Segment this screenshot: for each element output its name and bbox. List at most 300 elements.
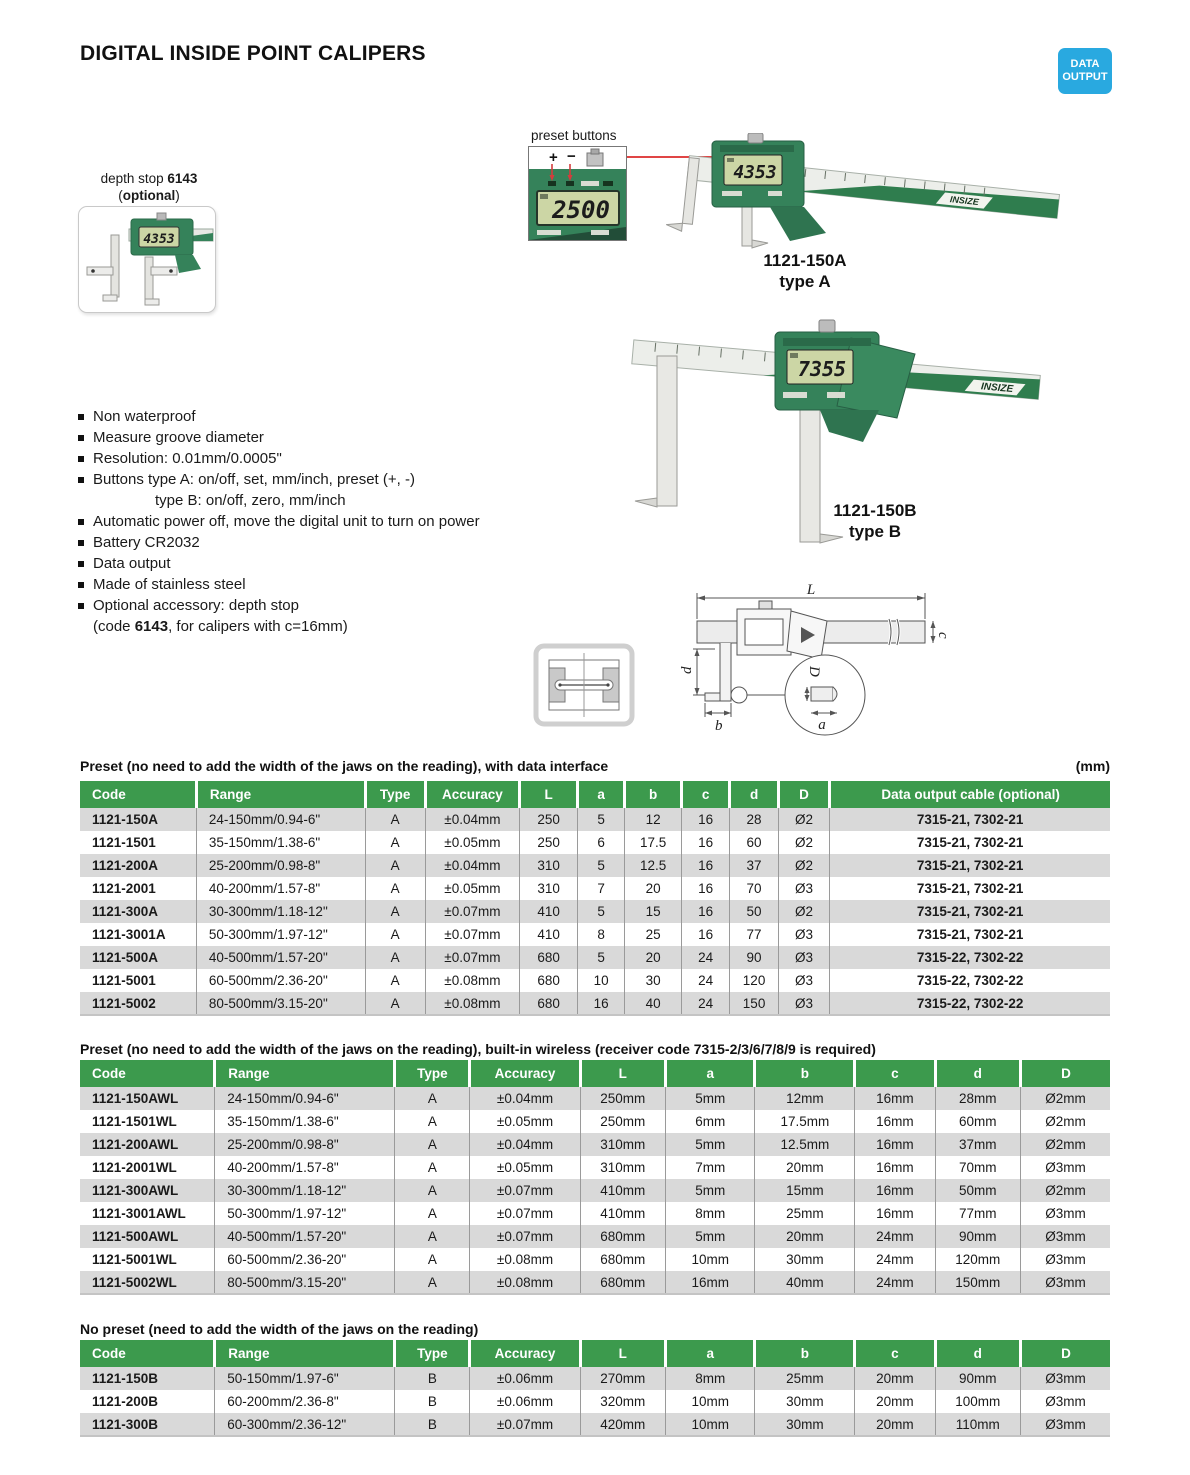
depth-stop-label-line1: depth stop 6143 [100, 171, 198, 186]
column-header: L [520, 781, 578, 808]
table-cell: 50mm [935, 1179, 1020, 1202]
table-cell: 15mm [755, 1179, 855, 1202]
feature-item [78, 427, 548, 448]
column-header: Type [395, 1060, 470, 1087]
table-cell: 150mm [935, 1271, 1020, 1294]
type-a-caliper-image [650, 133, 1070, 258]
type-a-label [700, 250, 910, 292]
table-cell: Ø3mm [1020, 1367, 1110, 1390]
column-header: Type [365, 781, 425, 808]
dim-L: L [806, 583, 816, 598]
table-cell: Ø2mm [1020, 1179, 1110, 1202]
table-cell: 410 [520, 900, 578, 923]
table-cell: 250 [520, 831, 578, 854]
page-title: DIGITAL INSIDE POINT CALIPERS [80, 42, 426, 65]
table-cell: 680 [520, 946, 578, 969]
table-cell: 680 [520, 992, 578, 1015]
table-cell: 30-300mm/1.18-12" [215, 1179, 395, 1202]
table-cell: 16mm [665, 1271, 755, 1294]
table-cell: 1121-300A [92, 904, 159, 919]
feature-text: Optional accessory: depth stop [93, 597, 299, 614]
dim-d: d [679, 666, 695, 674]
feature-text: Buttons type A: on/off, set, mm/inch, preset (+, -) [93, 471, 415, 488]
table-cell: 5mm [665, 1179, 755, 1202]
table-cell: 50 [730, 900, 778, 923]
table-cell: A [365, 992, 425, 1015]
depth-stop-display: 4353 [143, 232, 175, 247]
table-cell: 15 [625, 900, 682, 923]
table-row [80, 900, 1110, 923]
table-cell: A [365, 831, 425, 854]
feature-text: Battery CR2032 [93, 534, 200, 551]
table-cell: A [365, 969, 425, 992]
table-cell: ±0.07mm [470, 1202, 580, 1225]
column-header: Type [395, 1340, 470, 1367]
features-list [78, 406, 548, 637]
table-cell: 7mm [665, 1156, 755, 1179]
table-cell: Ø3mm [1020, 1390, 1110, 1413]
column-header: L [580, 1060, 665, 1087]
table-cell: ±0.08mm [470, 1271, 580, 1294]
table-cell: 20 [625, 946, 682, 969]
column-header: Range [196, 781, 365, 808]
table-cell: ±0.04mm [470, 1133, 580, 1156]
bullet-icon [78, 540, 84, 546]
table-cell: ±0.04mm [425, 808, 520, 831]
feature-item [78, 532, 548, 553]
table-cell: Ø2 [778, 831, 830, 854]
table-cell: 420mm [580, 1413, 665, 1436]
table-cell: Ø3mm [1020, 1202, 1110, 1225]
column-header: Accuracy [470, 1060, 580, 1087]
table-cell: 28 [730, 808, 778, 831]
table-cell: 410 [520, 923, 578, 946]
table-cell: 310mm [580, 1156, 665, 1179]
table-cell: A [395, 1202, 470, 1225]
table-cell: 30mm [755, 1390, 855, 1413]
table-cell: ±0.07mm [425, 946, 520, 969]
table-cell: 250mm [580, 1110, 665, 1133]
table-cell: B [395, 1367, 470, 1390]
table-cell: 24 [681, 992, 729, 1015]
groove-section-image [533, 643, 635, 727]
table-cell: 40-500mm/1.57-20" [215, 1225, 395, 1248]
table-cell: 20mm [855, 1390, 935, 1413]
table-row [80, 969, 1110, 992]
table-cell: 1121-1501WL [92, 1114, 177, 1129]
table-row [80, 1087, 1110, 1110]
table-cell: 1121-200A [92, 858, 159, 873]
column-header: D [1020, 1060, 1110, 1087]
table1-title-text: Preset (no need to add the width of the jaws on the reading), with data interface [80, 758, 609, 774]
table-row [80, 923, 1110, 946]
table-row [80, 946, 1110, 969]
feature-item [78, 469, 548, 490]
feature-text: Made of stainless steel [93, 576, 246, 593]
depth-stop-label-line2: (optional) [118, 188, 180, 203]
table-cell: 50-150mm/1.97-6" [215, 1367, 395, 1390]
table-cell: ±0.05mm [470, 1156, 580, 1179]
table-cell: 1121-500AWL [92, 1229, 179, 1244]
table-cell: ±0.04mm [470, 1087, 580, 1110]
table-cell: 8 [577, 923, 624, 946]
table-row [80, 854, 1110, 877]
table-cell: 60 [730, 831, 778, 854]
table-cell: 7 [577, 877, 624, 900]
table-cell: 20mm [855, 1413, 935, 1436]
feature-item [78, 574, 548, 595]
table1-specs [80, 781, 1110, 1016]
table-row [80, 831, 1110, 854]
table-cell: 30mm [755, 1248, 855, 1271]
table-row [80, 1133, 1110, 1156]
table-cell: Ø3mm [1020, 1248, 1110, 1271]
table-cell: Ø2mm [1020, 1087, 1110, 1110]
table-cell: 60mm [935, 1110, 1020, 1133]
feature-item [78, 490, 548, 511]
table-cell: 25-200mm/0.98-8" [215, 1133, 395, 1156]
dimension-diagram [675, 583, 960, 748]
brand-logo-type-a: INSIZE [949, 194, 980, 208]
table-cell: ±0.06mm [470, 1390, 580, 1413]
feature-text: type B: on/off, zero, mm/inch [155, 492, 346, 509]
table2-title-text: Preset (no need to add the width of the jaws on the reading), built-in wireless (receiver code 7315-2/3/6/7/8/9 is required) [80, 1041, 876, 1057]
table-cell: 680mm [580, 1271, 665, 1294]
table-cell: 1121-500A [92, 950, 159, 965]
table-cell: 680 [520, 969, 578, 992]
table-cell: 60-500mm/2.36-20" [215, 1248, 395, 1271]
table-cell: 90 [730, 946, 778, 969]
table-cell: 60-200mm/2.36-8" [215, 1390, 395, 1413]
table-cell: B [395, 1390, 470, 1413]
bullet-icon [78, 519, 84, 525]
column-header: Range [215, 1340, 395, 1367]
table-cell: 17.5 [625, 831, 682, 854]
table-cell: 16 [681, 900, 729, 923]
depth-stop-caliper-image [78, 206, 216, 313]
table-cell: 80-500mm/3.15-20" [215, 1271, 395, 1294]
table-cell: 30mm [755, 1413, 855, 1436]
table-cell: 310mm [580, 1133, 665, 1156]
table-cell: Ø2 [778, 854, 830, 877]
table-cell: 50-300mm/1.97-12" [196, 923, 365, 946]
table-cell: 7315-21, 7302-21 [830, 923, 1110, 946]
feature-item [78, 448, 548, 469]
table-cell: A [365, 854, 425, 877]
table-cell: 90mm [935, 1367, 1020, 1390]
column-header: c [855, 1340, 935, 1367]
table-cell: ±0.04mm [425, 854, 520, 877]
table-cell: 1121-200AWL [92, 1137, 179, 1152]
table-cell: 40-500mm/1.57-20" [196, 946, 365, 969]
table-cell: 1121-200B [92, 1394, 159, 1409]
table2-specs [80, 1060, 1110, 1295]
table-cell: Ø3mm [1020, 1413, 1110, 1436]
table-cell: 16 [681, 831, 729, 854]
table-cell: ±0.08mm [425, 969, 520, 992]
column-header: a [665, 1340, 755, 1367]
table-cell: 1121-5002WL [80, 1271, 215, 1294]
table-cell: A [365, 877, 425, 900]
type-b-display: 7355 [797, 357, 847, 381]
table-cell: Ø3mm [1020, 1156, 1110, 1179]
table-cell: 16mm [855, 1156, 935, 1179]
column-header: D [1020, 1340, 1110, 1367]
table-cell: 70mm [935, 1156, 1020, 1179]
table-cell: 16mm [855, 1087, 935, 1110]
table-cell: ±0.06mm [470, 1367, 580, 1390]
table-cell: 5mm [665, 1133, 755, 1156]
table-cell: 40-200mm/1.57-8" [196, 877, 365, 900]
header-row [80, 781, 1110, 808]
header-row [80, 1340, 1110, 1367]
table-cell: 310 [520, 877, 578, 900]
column-header: L [580, 1340, 665, 1367]
table-cell: 680mm [580, 1225, 665, 1248]
table-cell: 1121-5001WL [92, 1252, 177, 1267]
table-cell: 35-150mm/1.38-6" [196, 831, 365, 854]
table-cell: 60-500mm/2.36-20" [196, 969, 365, 992]
table-cell: 37mm [935, 1133, 1020, 1156]
table-cell: 25 [625, 923, 682, 946]
brand-logo-type-b: INSIZE [980, 381, 1014, 396]
column-header: d [935, 1060, 1020, 1087]
table-cell: ±0.07mm [470, 1179, 580, 1202]
bullet-icon [78, 435, 84, 441]
table-cell: 1121-3001AWL [92, 1206, 186, 1221]
column-header: d [935, 1340, 1020, 1367]
table-cell: 1121-2001 [92, 881, 156, 896]
table-cell: A [395, 1225, 470, 1248]
table-cell: 16mm [855, 1110, 935, 1133]
bullet-icon [78, 561, 84, 567]
type-a-type: type A [779, 272, 831, 291]
table-cell: 310 [520, 854, 578, 877]
table-cell: Ø3mm [1020, 1225, 1110, 1248]
feature-text: Measure groove diameter [93, 429, 264, 446]
column-header: b [755, 1340, 855, 1367]
table-cell: 5 [577, 808, 624, 831]
table3-title [80, 1321, 1110, 1337]
table-cell: B [395, 1413, 470, 1436]
table-cell: A [395, 1110, 470, 1133]
bullet-icon [78, 456, 84, 462]
table-cell: 24mm [855, 1271, 935, 1294]
table-cell: Ø2 [778, 900, 830, 923]
column-header: Data output cable (optional) [830, 781, 1110, 808]
table-cell: Ø2 [778, 808, 830, 831]
table-cell: 5mm [665, 1087, 755, 1110]
feature-text: Data output [93, 555, 171, 572]
table-cell: 120 [730, 969, 778, 992]
table-cell: ±0.08mm [470, 1248, 580, 1271]
spec-table [80, 781, 1110, 1016]
table-cell: 1121-2001WL [92, 1160, 177, 1175]
table-cell: 7315-21, 7302-21 [830, 854, 1110, 877]
table-cell: 35-150mm/1.38-6" [215, 1110, 395, 1133]
table-cell: 7315-22, 7302-22 [830, 946, 1110, 969]
column-header: Accuracy [470, 1340, 580, 1367]
table-cell: 8mm [665, 1202, 755, 1225]
table-cell: 28mm [935, 1087, 1020, 1110]
preset-display: 2500 [552, 196, 610, 224]
table-cell: Ø3 [778, 969, 830, 992]
table-cell: 10 [577, 969, 624, 992]
type-b-type: type B [849, 522, 901, 541]
type-a-code: 1121-150A [763, 251, 847, 270]
table-row [80, 1271, 1110, 1294]
table-cell: 10mm [665, 1248, 755, 1271]
table-cell: 40mm [755, 1271, 855, 1294]
table-cell: 17.5mm [755, 1110, 855, 1133]
preset-buttons-inset-image [528, 146, 627, 241]
table-cell: Ø2mm [1020, 1133, 1110, 1156]
data-output-badge [1058, 48, 1112, 94]
table-cell: 5 [577, 854, 624, 877]
table-cell: 30-300mm/1.18-12" [196, 900, 365, 923]
table-cell: 24mm [855, 1225, 935, 1248]
table-cell: 680mm [580, 1248, 665, 1271]
table-cell: Ø3 [778, 923, 830, 946]
table-row [80, 1390, 1110, 1413]
preset-buttons-label: preset buttons [531, 128, 617, 143]
table-cell: ±0.05mm [425, 831, 520, 854]
table-row [80, 1225, 1110, 1248]
spec-table [80, 1060, 1110, 1295]
table-cell: 25mm [755, 1202, 855, 1225]
table-cell: 20mm [755, 1225, 855, 1248]
table-cell: 12.5mm [755, 1133, 855, 1156]
table-cell: 410mm [580, 1179, 665, 1202]
badge-line1: DATA [1070, 58, 1100, 70]
table-cell: 270mm [580, 1367, 665, 1390]
table-cell: 12.5 [625, 854, 682, 877]
column-header: Accuracy [425, 781, 520, 808]
table-cell: 10mm [665, 1390, 755, 1413]
column-header: Range [215, 1060, 395, 1087]
feature-text: (code 6143, for calipers with c=16mm) [93, 618, 348, 635]
table-cell: 110mm [935, 1413, 1020, 1436]
table-row [80, 877, 1110, 900]
table-cell: A [395, 1133, 470, 1156]
table-cell: 77 [730, 923, 778, 946]
table-cell: Ø3 [778, 992, 830, 1015]
column-header: b [625, 781, 682, 808]
table-cell: 24-150mm/0.94-6" [196, 808, 365, 831]
feature-item [78, 511, 548, 532]
column-header: a [577, 781, 624, 808]
feature-text: Resolution: 0.01mm/0.0005" [93, 450, 282, 467]
table-cell: 70 [730, 877, 778, 900]
table-cell: 20mm [755, 1156, 855, 1179]
table-cell: 7315-21, 7302-21 [830, 808, 1110, 831]
table-cell: 1121-5001 [92, 973, 156, 988]
depth-stop-label [58, 170, 240, 204]
dim-D: D [806, 666, 822, 677]
table-cell: 100mm [935, 1390, 1020, 1413]
table-cell: 25mm [755, 1367, 855, 1390]
table-cell: A [365, 923, 425, 946]
table-cell: 16 [681, 854, 729, 877]
bullet-icon [78, 414, 84, 420]
table-cell: 16 [681, 808, 729, 831]
table-cell: 1121-150B [92, 1371, 159, 1386]
table-row [80, 808, 1110, 831]
table-row [80, 1413, 1110, 1436]
table-cell: ±0.07mm [425, 900, 520, 923]
table-cell: Ø3mm [1020, 1271, 1110, 1294]
table-cell: 16 [577, 992, 624, 1015]
table-cell: 20 [625, 877, 682, 900]
table-cell: 77mm [935, 1202, 1020, 1225]
table-row [80, 1367, 1110, 1390]
table-cell: 5 [577, 900, 624, 923]
table-cell: ±0.07mm [425, 923, 520, 946]
table-cell: A [365, 946, 425, 969]
table-cell: 1121-300B [80, 1413, 215, 1436]
table-cell: A [395, 1248, 470, 1271]
table-cell: 16 [681, 923, 729, 946]
table-cell: 150 [730, 992, 778, 1015]
table2-title [80, 1041, 1110, 1057]
table-cell: 410mm [580, 1202, 665, 1225]
table-cell: 1121-5002 [80, 992, 196, 1015]
table-cell: 16mm [855, 1133, 935, 1156]
table-cell: 20mm [855, 1367, 935, 1390]
table3-title-text: No preset (need to add the width of the jaws on the reading) [80, 1321, 479, 1337]
table-cell: 1121-3001A [92, 927, 166, 942]
table-cell: 16 [681, 877, 729, 900]
table-cell: 37 [730, 854, 778, 877]
column-header: D [778, 781, 830, 808]
table-cell: A [395, 1156, 470, 1179]
table-cell: 24 [681, 946, 729, 969]
table-cell: 250mm [580, 1087, 665, 1110]
table-cell: 1121-150AWL [92, 1091, 179, 1106]
badge-line2: OUTPUT [1062, 71, 1108, 83]
table-cell: ±0.05mm [425, 877, 520, 900]
column-header: a [665, 1060, 755, 1087]
table-row [80, 1156, 1110, 1179]
table-cell: 12mm [755, 1087, 855, 1110]
table-cell: 30 [625, 969, 682, 992]
table-row [80, 992, 1110, 1015]
table-cell: 1121-1501 [92, 835, 156, 850]
table-cell: Ø3 [778, 877, 830, 900]
column-header: Code [80, 781, 196, 808]
table-cell: 12 [625, 808, 682, 831]
table1-title [80, 758, 1110, 774]
column-header: b [755, 1060, 855, 1087]
type-b-code: 1121-150B [833, 501, 917, 520]
table-cell: 16mm [855, 1202, 935, 1225]
table-cell: A [365, 900, 425, 923]
bullet-icon [78, 477, 84, 483]
bullet-icon [78, 582, 84, 588]
table-cell: 90mm [935, 1225, 1020, 1248]
bullet-icon [78, 603, 84, 609]
column-header: Code [80, 1060, 215, 1087]
table-cell: 1121-150A [92, 812, 159, 827]
spec-table [80, 1340, 1110, 1437]
table-cell: 320mm [580, 1390, 665, 1413]
table-cell: 5 [577, 946, 624, 969]
table-cell: Ø2mm [1020, 1110, 1110, 1133]
feature-text: Automatic power off, move the digital unit to turn on power [93, 513, 480, 530]
table-cell: ±0.07mm [470, 1225, 580, 1248]
feature-text: Non waterproof [93, 408, 196, 425]
table-cell: 7315-21, 7302-21 [830, 877, 1110, 900]
